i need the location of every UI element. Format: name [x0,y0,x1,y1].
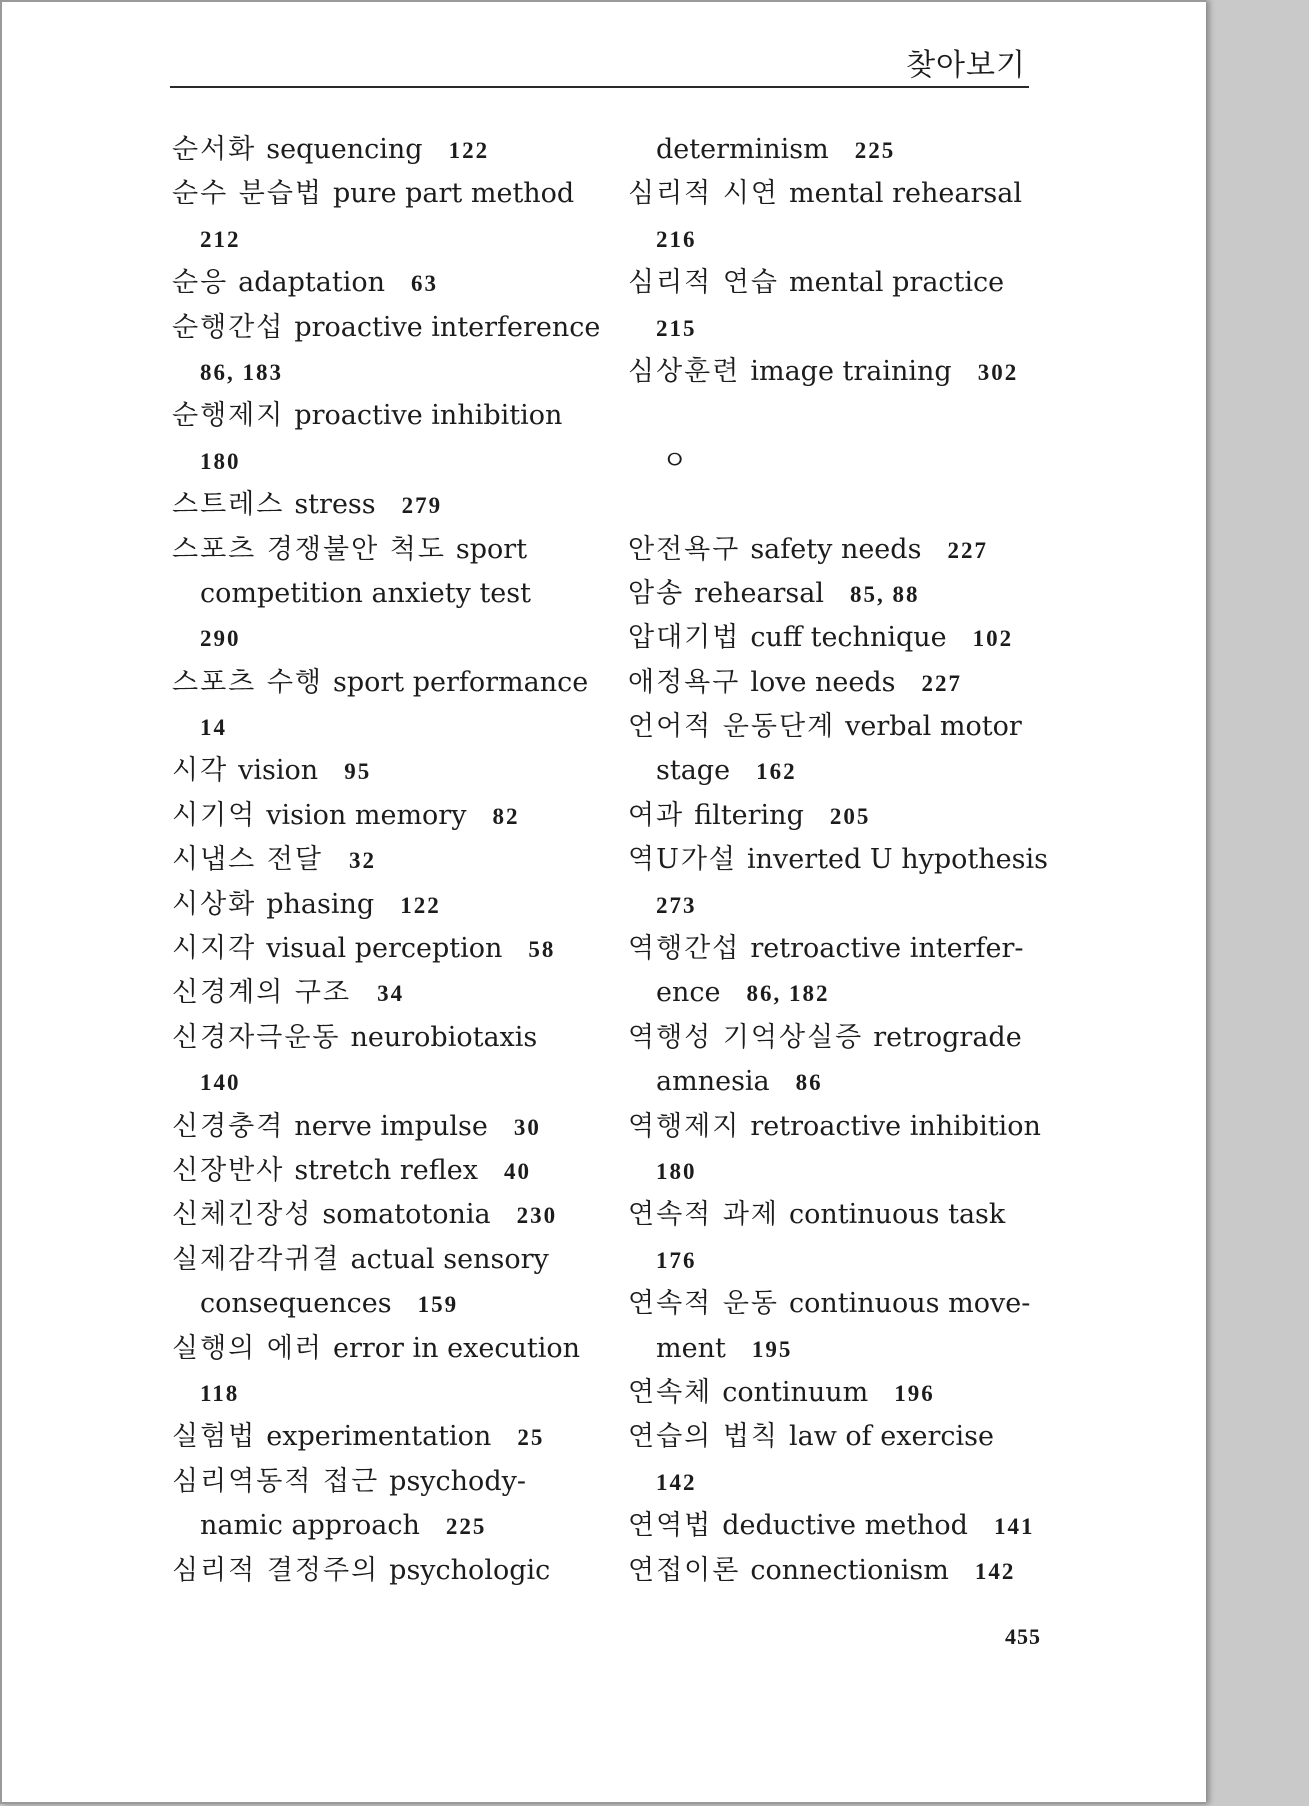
index-entry-line [172,1193,612,1237]
index-entry-line [172,483,612,527]
index-term-korean: 신경자극운동 [172,1021,341,1053]
index-term-korean: 연속적 과제 [628,1199,779,1231]
index-term-korean: 순서화 [172,134,257,165]
index-page-ref: 215 [656,315,697,341]
index-term-english: proactive inhibition [294,400,563,432]
index-term-korean: 시각 [172,755,229,787]
index-entry-line [172,439,612,483]
index-entry-line [172,1149,612,1193]
index-term-english: somatotonia [322,1199,491,1231]
index-page-ref: 140 [200,1070,241,1096]
index-term-english: stress [294,489,376,521]
index-page-ref: 142 [656,1469,697,1495]
index-term-english: ence [656,977,721,1009]
index-term-korean: 순행제지 [172,400,285,432]
index-column-left [172,128,612,1593]
index-term-korean: 여과 [628,799,685,831]
index-page-ref: 180 [656,1158,697,1184]
index-entry-line [628,883,1068,927]
index-term-english: deductive method [722,1510,968,1542]
index-term-korean: 순수 분습법 [172,178,323,210]
index-term-korean: 연역법 [628,1510,713,1542]
index-entry-line [628,616,1068,660]
index-term-english: visual perception [266,933,503,965]
index-term-english: connectionism [750,1554,949,1586]
index-term-english: inverted U hypothesis [747,844,1048,876]
index-term-korean: 언어적 운동단계 [628,711,836,743]
index-page-ref: 30 [513,1114,541,1140]
index-page-ref: 205 [829,803,871,829]
index-term-korean: 스트레스 [172,489,285,521]
index-term-korean: 역행제지 [628,1110,741,1142]
index-term-english: sequencing [266,134,423,165]
index-term-korean: 심리적 연습 [628,267,779,299]
index-page-ref: 34 [377,981,405,1007]
index-entry-line [628,350,1068,394]
index-page-ref: 159 [417,1292,459,1318]
index-page-ref: 86 [795,1070,823,1096]
index-entry-line [172,705,612,749]
index-entry-line [628,1504,1068,1548]
index-page-ref: 25 [517,1425,545,1451]
index-term-english: verbal motor [845,711,1022,743]
index-entry-line [172,883,612,927]
index-entry-line [172,661,612,705]
index-term-english: sport [455,533,528,565]
index-term-english: proactive interference [294,311,601,343]
index-page-ref: 273 [656,892,697,918]
index-term-korean: 안전욕구 [628,533,741,565]
index-term-english: psychologic [389,1554,551,1586]
index-entry-line [628,661,1068,705]
index-page-ref: 225 [854,138,896,163]
index-page-ref: 122 [400,892,441,918]
index-page-ref: 195 [751,1336,793,1362]
index-term-korean: 스포츠 수행 [172,666,323,698]
index-term-english: rehearsal [694,577,825,609]
index-term-english: cuff technique [750,622,947,654]
index-term-english: adaptation [238,267,386,299]
index-term-korean: 압대기법 [628,622,741,654]
index-entry-line [628,1016,1068,1060]
index-entry-line [172,217,612,261]
index-entry-line [628,261,1068,305]
index-entry-line [628,172,1068,216]
index-page-ref: 82 [492,803,520,829]
index-term-english: vision memory [266,799,467,831]
index-term-english: pure part method [333,178,575,210]
index-term-korean: 역U가설 [628,844,738,876]
index-page-ref: 180 [200,448,241,474]
index-page-ref: 225 [445,1514,487,1540]
index-entry-line [628,749,1068,793]
index-term-english: consequences [200,1288,392,1320]
index-entry-line [172,1549,612,1593]
index-entry-line [628,971,1068,1015]
index-entry-line [628,1238,1068,1282]
index-term-english: stretch reflex [294,1154,478,1186]
index-term-korean: 암송 [628,577,685,609]
index-entry-line [172,971,612,1015]
index-term-korean: 실험법 [172,1421,257,1453]
index-entry-line [172,306,612,350]
index-term-korean: 신경충격 [172,1110,285,1142]
index-entry-line [172,794,612,838]
index-term-english: safety needs [750,533,922,565]
index-page-ref: 176 [656,1247,697,1273]
index-entry-line [172,838,612,882]
index-entry-line [628,705,1068,749]
index-term-english: stage [656,755,731,787]
index-term-korean: 역행성 기억상실증 [628,1021,864,1053]
index-page-ref: 142 [974,1558,1016,1584]
index-term-english: ment [656,1332,726,1364]
index-term-korean: 시상화 [172,888,257,920]
index-entry-line [628,1282,1068,1326]
index-entry-line [172,261,612,305]
index-entry-line [172,1282,612,1326]
index-entry-line [172,528,612,572]
index-term-english: amnesia [656,1066,770,1098]
index-entry-line [172,172,612,216]
index-page-ref: 162 [756,759,797,785]
index-term-english: retroactive interfer- [750,933,1024,965]
index-term-english: law of exercise [789,1421,994,1453]
index-entry-line [172,1238,612,1282]
index-entry-line [628,1105,1068,1149]
index-page-ref: 40 [503,1158,531,1184]
index-page-ref: 102 [972,626,1014,652]
index-entry-line [628,128,1068,172]
index-entry-line [172,1105,612,1149]
index-term-english: retroactive inhibition [750,1110,1041,1142]
index-column-right [628,128,1068,1593]
index-term-korean: 실제감각귀결 [172,1243,341,1275]
index-term-english: actual sensory [350,1243,549,1275]
page-number: 455 [1005,1624,1041,1649]
index-entry-line [628,838,1068,882]
index-term-korean: 심상훈련 [628,355,741,387]
index-entry-line [172,128,612,172]
index-term-english: continuous move- [789,1288,1031,1320]
index-term-english: mental practice [789,267,1005,299]
index-entry-line [628,1193,1068,1237]
index-term-english: phasing [266,888,375,920]
index-term-korean: 심리역동적 접근 [172,1465,380,1497]
index-term-english: filtering [694,799,804,831]
index-entry-line [628,1549,1068,1593]
index-term-korean: 연속적 운동 [628,1288,779,1320]
index-term-korean: 시지각 [172,933,257,965]
index-page-ref: 227 [921,670,963,696]
index-entry-line [172,1504,612,1548]
index-entry-line [172,350,612,394]
index-term-korean: 신체긴장성 [172,1199,313,1231]
index-term-english: mental rehearsal [789,178,1022,210]
index-term-korean: 애정욕구 [628,666,741,698]
index-entry-line [628,1327,1068,1371]
index-entry-line [172,1327,612,1371]
index-term-english: sport performance [333,666,589,698]
index-entry-line [628,217,1068,261]
index-entry-line [172,927,612,971]
index-page-ref: 86, 183 [200,359,283,385]
index-term-english: vision [238,755,319,787]
index-term-english: experimentation [266,1421,492,1453]
index-entry-line [628,439,1068,483]
index-term-korean: 연속체 [628,1376,713,1408]
index-term-korean: 신장반사 [172,1154,285,1186]
index-entry-line [628,1149,1068,1193]
index-entry-line [172,749,612,793]
index-page-ref: 196 [894,1380,935,1406]
index-entry-line [628,1415,1068,1459]
running-header-title: 찾아보기 [906,48,1026,83]
index-entry-line [628,1460,1068,1504]
index-term-korean: 신경계의 구조 [172,977,352,1009]
index-term-korean: 스포츠 경쟁불안 척도 [172,533,446,565]
index-term-english: retrograde [873,1021,1022,1053]
index-entry-line [172,1415,612,1459]
blank-line [628,483,1068,527]
index-entry-line [628,572,1068,616]
index-term-korean: 실행의 에러 [172,1332,323,1364]
index-entry-line [628,794,1068,838]
index-term-english: continuous task [789,1199,1006,1231]
index-page-ref: 14 [200,715,227,741]
section-letter: ㅇ [662,445,688,476]
index-term-english: competition anxiety test [200,577,531,609]
index-page-ref: 302 [977,359,1019,385]
index-entry-line [172,1060,612,1104]
index-entry-line [172,394,612,438]
index-term-english: love needs [750,666,896,698]
index-page-ref: 122 [448,138,490,163]
index-term-korean: 순응 [172,267,229,299]
blank-line [628,394,1068,438]
index-term-english: namic approach [200,1510,420,1542]
index-page-ref: 216 [656,226,697,252]
index-page-ref: 63 [411,271,439,297]
index-page-ref: 58 [528,937,556,963]
index-entry-line [172,616,612,660]
index-entry-line [628,306,1068,350]
index-entry-line [172,1460,612,1504]
index-page-ref: 32 [349,848,376,874]
index-term-english: nerve impulse [294,1110,488,1142]
index-entry-line [628,528,1068,572]
index-term-korean: 심리적 시연 [628,178,779,210]
index-term-english: neurobiotaxis [350,1021,538,1053]
index-page-ref: 85, 88 [850,581,920,607]
index-term-korean: 연습의 법칙 [628,1421,779,1453]
header-rule [170,86,1029,88]
index-page-ref: 230 [516,1203,558,1229]
index-entry-line [172,1371,612,1415]
index-term-korean: 시냅스 전달 [172,844,323,876]
index-term-english: determinism [656,134,829,165]
index-term-korean: 심리적 결정주의 [172,1554,380,1586]
index-term-korean: 순행간섭 [172,311,285,343]
index-entry-line [172,572,612,616]
index-entry-line [628,1371,1068,1415]
index-page-ref: 95 [344,759,372,785]
index-page-ref: 118 [200,1380,240,1406]
index-term-korean: 연접이론 [628,1554,741,1586]
index-entry-line [628,927,1068,971]
index-term-korean: 시기억 [172,799,257,831]
index-term-korean: 역행간섭 [628,933,741,965]
index-term-english: psychody- [389,1465,526,1497]
index-page-ref: 212 [200,226,241,252]
index-page-ref: 86, 182 [746,981,830,1007]
index-term-english: error in execution [333,1332,580,1364]
index-term-english: image training [750,355,952,387]
index-page-ref: 290 [200,626,241,652]
index-page-ref: 227 [947,537,988,563]
index-entry-line [628,1060,1068,1104]
index-page-ref: 141 [993,1514,1035,1540]
index-page-ref: 279 [401,493,443,519]
index-entry-line [172,1016,612,1060]
index-term-english: continuum [722,1376,869,1408]
